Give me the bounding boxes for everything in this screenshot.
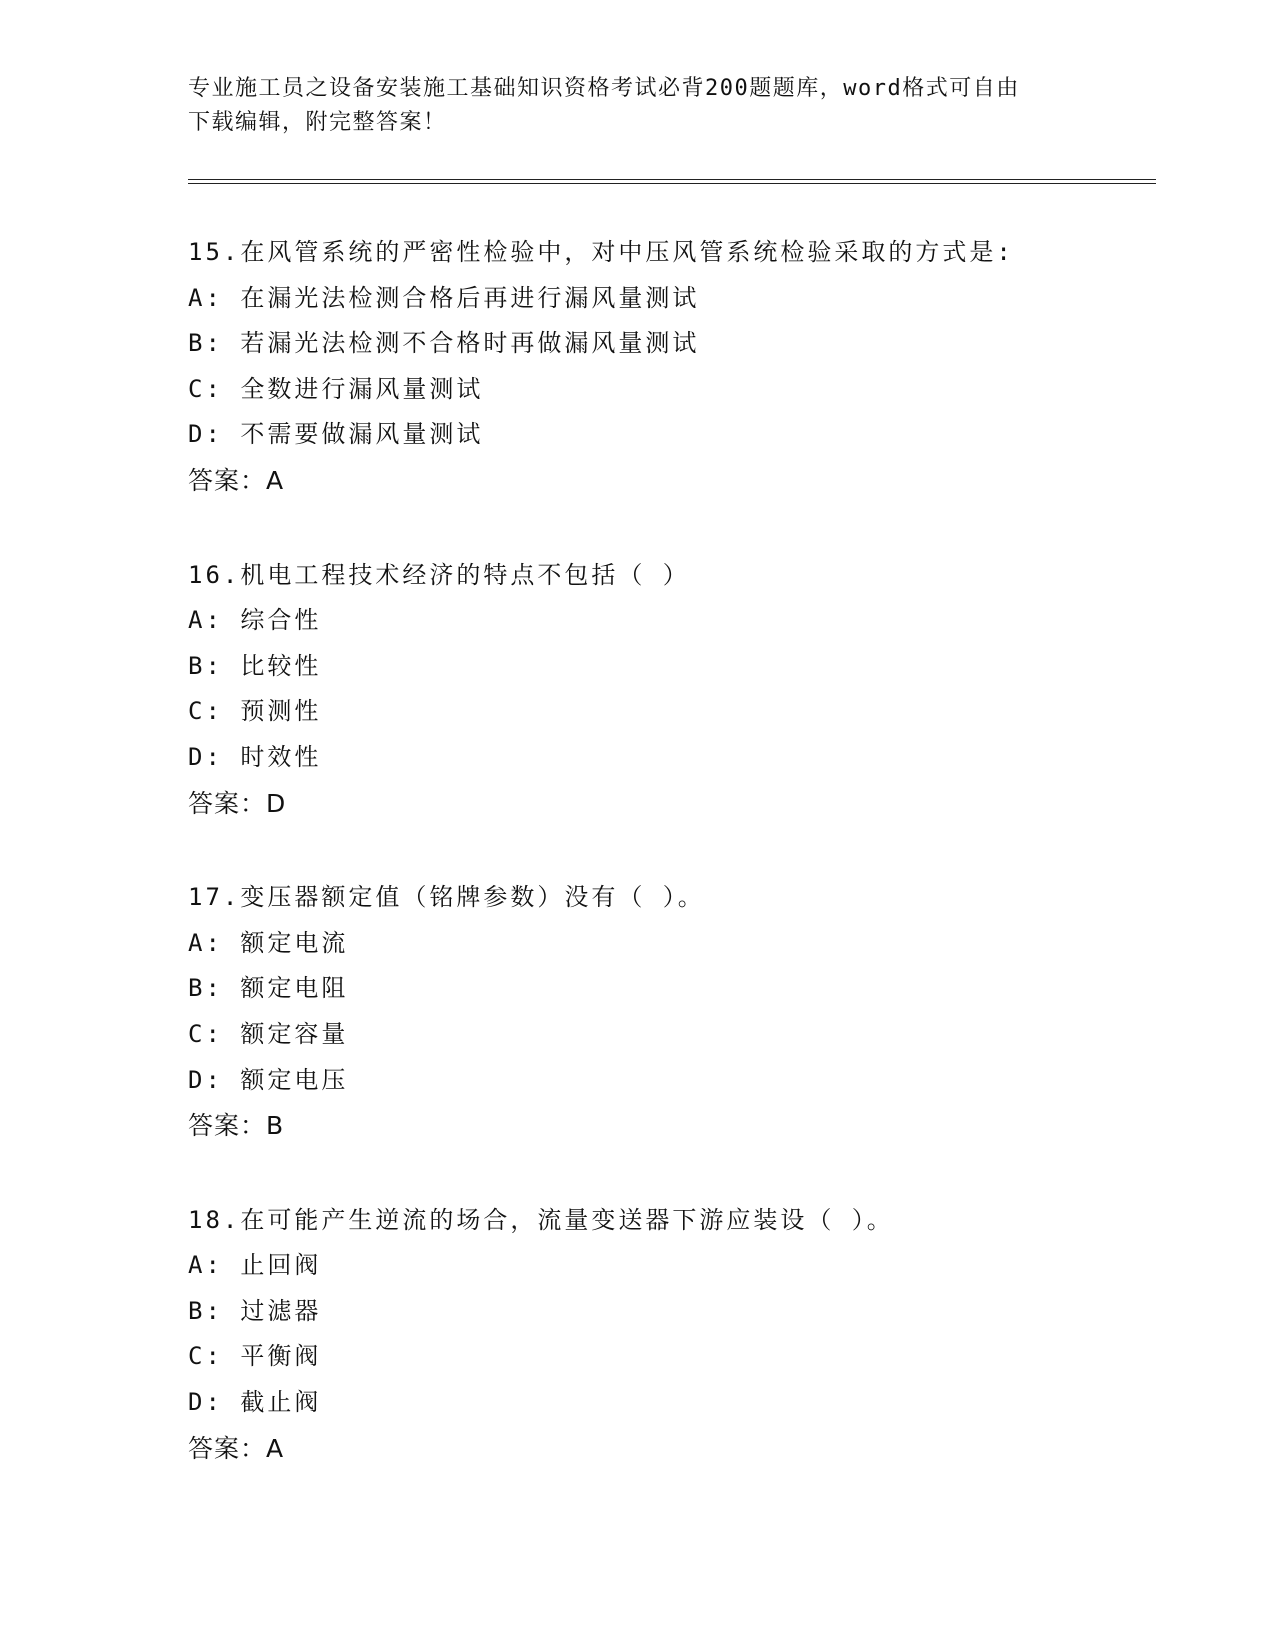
- option-d: D: 不需要做漏风量测试: [188, 420, 484, 449]
- option-c: C: 额定容量: [188, 1019, 349, 1048]
- header-line-1: 专业施工员之设备安装施工基础知识资格考试必背200题题库，word格式可自由: [188, 76, 1020, 101]
- option-a: A: 止回阀: [188, 1251, 322, 1280]
- document-header: [188, 72, 1088, 140]
- option-b: B: 额定电阻: [188, 974, 349, 1003]
- question-stem: 16.机电工程技术经济的特点不包括（ ）: [188, 560, 690, 589]
- option-a: A: 在漏光法检测合格后再进行漏风量测试: [188, 283, 700, 312]
- option-b: B: 比较性: [188, 651, 322, 680]
- answer-text: 答案：D: [188, 788, 287, 818]
- question-17: [188, 875, 1156, 1149]
- question-list: [188, 230, 1156, 1520]
- question-16: [188, 553, 1156, 827]
- header-line-2: 下载编辑，附完整答案！: [188, 110, 447, 135]
- option-a: A: 综合性: [188, 606, 322, 635]
- question-stem: 17.变压器额定值（铭牌参数）没有（ ）。: [188, 883, 705, 912]
- option-d: D: 额定电压: [188, 1065, 349, 1094]
- question-15: [188, 230, 1156, 504]
- option-c: C: 全数进行漏风量测试: [188, 374, 484, 403]
- option-b: B: 过滤器: [188, 1296, 322, 1325]
- answer-text: 答案：B: [188, 1111, 285, 1141]
- option-c: C: 平衡阀: [188, 1342, 322, 1371]
- option-b: B: 若漏光法检测不合格时再做漏风量测试: [188, 329, 700, 358]
- option-a: A: 额定电流: [188, 928, 349, 957]
- option-d: D: 时效性: [188, 742, 322, 771]
- answer-text: 答案：A: [188, 1433, 285, 1463]
- option-c: C: 预测性: [188, 697, 322, 726]
- question-stem: 18.在可能产生逆流的场合，流量变送器下游应装设（ ）。: [188, 1205, 894, 1234]
- answer-text: 答案：A: [188, 465, 285, 495]
- header-divider-bottom: [188, 183, 1156, 184]
- header-divider-top: [188, 179, 1156, 180]
- option-d: D: 截止阀: [188, 1388, 322, 1417]
- question-18: [188, 1198, 1156, 1472]
- question-stem: 15.在风管系统的严密性检验中，对中压风管系统检验采取的方式是:: [188, 238, 1014, 266]
